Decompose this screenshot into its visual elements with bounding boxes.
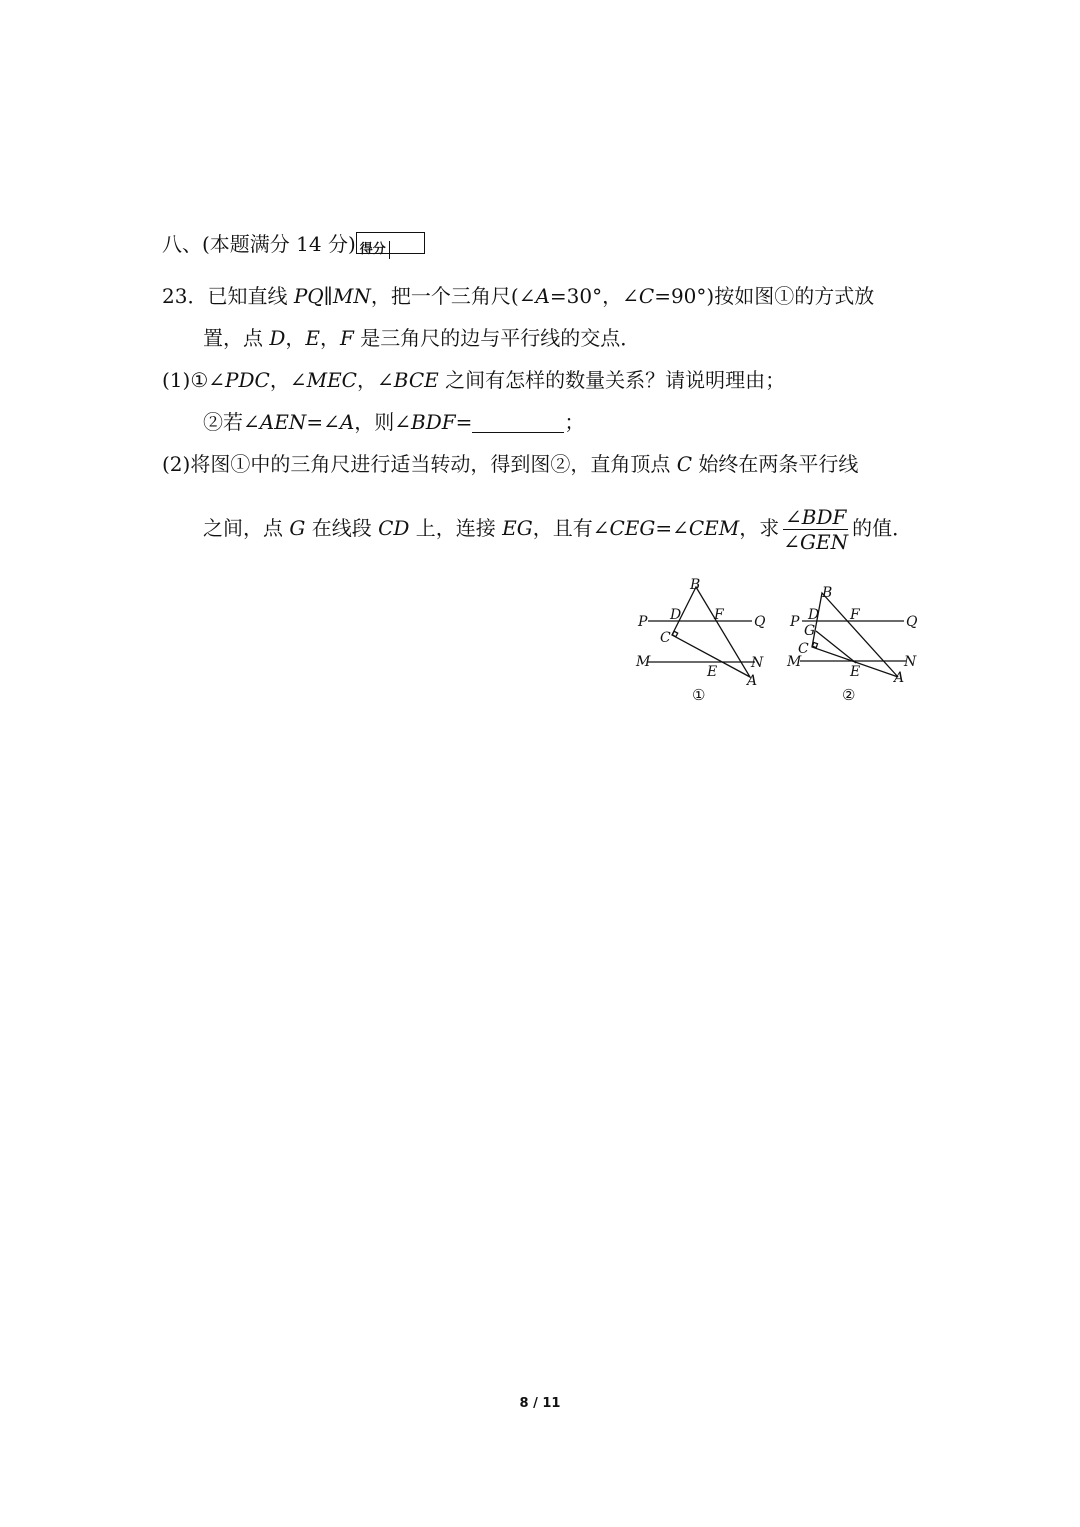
math-var: CD — [378, 516, 410, 540]
section-header — [162, 230, 425, 258]
label-P-2: P — [790, 614, 800, 630]
text: 之间有怎样的数量关系？请说明理由； — [438, 368, 786, 392]
math-var: PDC — [225, 368, 270, 392]
text: =∠ — [655, 516, 689, 540]
fraction-numerator: ∠BDF — [785, 505, 847, 529]
text: ， — [320, 326, 341, 350]
text: ，∠ — [356, 368, 394, 392]
text: ，且有∠ — [532, 516, 610, 540]
label-C: C — [660, 630, 671, 646]
figure-2-labels — [786, 585, 918, 704]
right-angle-mark — [672, 631, 677, 636]
parallel-symbol: ∥ — [323, 284, 333, 308]
answer-blank[interactable] — [472, 412, 564, 433]
math-var: E — [305, 326, 321, 350]
math-var: BDF — [411, 410, 456, 434]
text: 置，点 — [203, 326, 270, 350]
text: 在线段 — [305, 516, 379, 540]
right-angle-mark-2 — [812, 642, 817, 647]
figures — [630, 575, 930, 710]
math-var: C — [676, 452, 692, 476]
label-A: A — [747, 673, 758, 689]
text: ，则∠ — [354, 410, 412, 434]
text: =30°，∠ — [549, 284, 639, 308]
text: ； — [564, 410, 585, 434]
text: 已知直线 — [207, 284, 294, 308]
label-N-2: N — [904, 654, 917, 670]
figure-1-labels — [635, 577, 766, 704]
subquestion-1-2 — [203, 408, 584, 436]
text: ，求 — [739, 516, 780, 540]
subquestion-2-line-2 — [203, 500, 912, 556]
problem-line-1 — [162, 282, 874, 310]
math-var: D — [269, 326, 286, 350]
math-var: AEN — [259, 410, 307, 434]
math-var: F — [340, 326, 354, 350]
label-Q: Q — [754, 614, 766, 630]
label-M-2: M — [787, 654, 802, 670]
text: ②若∠ — [203, 410, 260, 434]
text: 是三角尺的边与平行线的交点． — [353, 326, 641, 350]
label-F: F — [714, 607, 724, 623]
math-var: PQ — [293, 284, 324, 308]
fraction-denominator: ∠GEN — [783, 530, 849, 554]
problem-number: 23． — [162, 284, 208, 308]
label-C-2: C — [798, 641, 809, 657]
caption-fig1: ① — [692, 686, 706, 704]
text: = — [455, 410, 473, 434]
math-var: EG — [502, 516, 533, 540]
text: ， — [285, 326, 306, 350]
text: (2)将图①中的三角尺进行适当转动，得到图②，直角顶点 — [162, 452, 677, 476]
label-P: P — [638, 614, 648, 630]
label-E: E — [707, 664, 718, 680]
text: (1)①∠ — [162, 368, 226, 392]
math-var: A — [535, 284, 550, 308]
label-D-2: D — [808, 607, 820, 623]
math-var: C — [638, 284, 655, 308]
section-title: 八、(本题满分 14 分) — [162, 232, 356, 256]
math-var: BCE — [393, 368, 439, 392]
label-G-2: G — [804, 623, 816, 639]
label-N: N — [751, 655, 764, 671]
label-Q-2: Q — [906, 614, 918, 630]
subquestion-1-1 — [162, 366, 785, 394]
label-E-2: E — [850, 664, 861, 680]
label-B: B — [690, 577, 701, 593]
text: =∠ — [306, 410, 340, 434]
text: ，把一个三角尺(∠ — [370, 284, 536, 308]
subquestion-2-line-1 — [162, 450, 858, 478]
math-var: MEC — [306, 368, 357, 392]
score-blank[interactable] — [390, 233, 424, 253]
problem-line-2 — [203, 324, 640, 352]
text: 的值． — [852, 516, 913, 540]
text: =90°)按如图①的方式放 — [654, 284, 875, 308]
label-D: D — [670, 607, 682, 623]
page-number: 8 / 11 — [519, 1396, 561, 1411]
fraction — [781, 505, 850, 554]
score-label: 得分 — [357, 241, 390, 259]
caption-fig2: ② — [842, 686, 856, 704]
segment-eg — [816, 631, 856, 663]
text: 上，连接 — [409, 516, 503, 540]
label-F-2: F — [850, 607, 860, 623]
math-var: MN — [332, 284, 371, 308]
math-var: CEG — [609, 516, 656, 540]
score-box — [356, 232, 425, 257]
label-B-2: B — [822, 585, 833, 601]
label-A-2: A — [894, 670, 905, 686]
math-var: CEM — [688, 516, 740, 540]
math-var: A — [339, 410, 355, 434]
math-var: G — [289, 516, 306, 540]
text: 之间，点 — [203, 516, 290, 540]
text: 始终在两条平行线 — [692, 452, 859, 476]
text: ，∠ — [269, 368, 307, 392]
label-M: M — [636, 654, 651, 670]
